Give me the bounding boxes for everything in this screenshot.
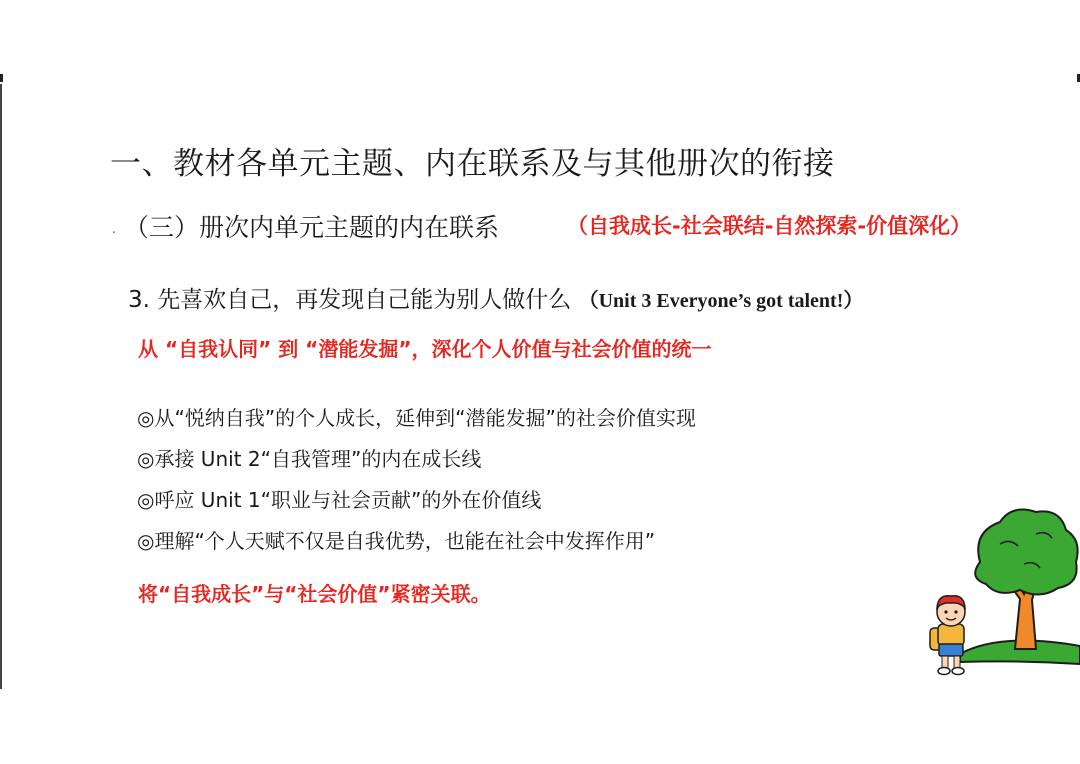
bullet-item: ◎从“悦纳自我”的个人成长，延伸到“潜能发掘”的社会价值实现 xyxy=(137,406,696,430)
key-statement: 从 “自我认同” 到 “潜能发掘”，深化个人价值与社会价值的统一 xyxy=(138,337,712,361)
bullet-list xyxy=(137,402,696,566)
corner-mark xyxy=(0,74,3,82)
unit-line-chinese: 3. 先喜欢自己，再发现自己能为别人做什么 xyxy=(128,287,572,313)
subheading-tag: （自我成长-社会联结-自然探索-价值深化） xyxy=(567,214,972,238)
bullet-item: ◎呼应 Unit 1“职业与社会贡献”的外在价值线 xyxy=(137,488,542,512)
slide-heading: 一、教材各单元主题、内在联系及与其他册次的衔接 xyxy=(110,146,835,182)
bullet-item: ◎承接 Unit 2“自我管理”的内在成长线 xyxy=(137,447,482,471)
subheading-dot: . xyxy=(112,222,116,236)
unit-line xyxy=(128,281,863,314)
bullet-item: ◎理解“个人天赋不仅是自我优势，也能在社会中发挥作用” xyxy=(137,529,656,553)
subheading: （三）册次内单元主题的内在联系 xyxy=(124,213,500,242)
unit-line-english: （Unit 3 Everyone’s got talent!） xyxy=(578,290,864,312)
boy-and-tree-illustration xyxy=(920,504,1080,684)
summary-statement: 将“自我成长”与“社会价值”紧密关联。 xyxy=(138,582,491,606)
left-border-line xyxy=(0,84,2,689)
